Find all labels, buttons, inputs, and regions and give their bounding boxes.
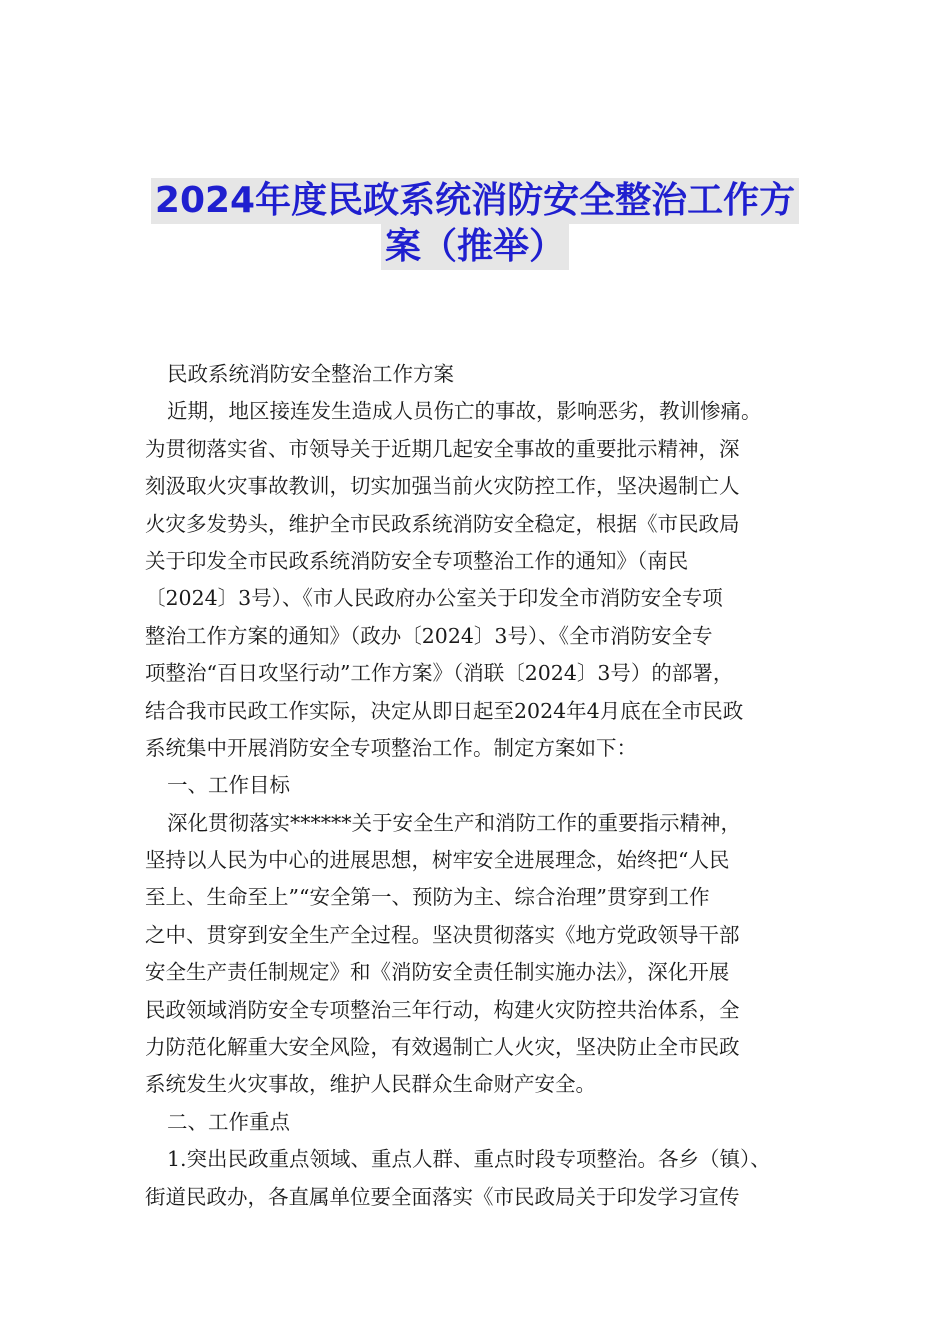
paragraph-line: 为贯彻落实省、市领导关于近期几起安全事故的重要批示精神，深 bbox=[145, 436, 740, 461]
document-body bbox=[145, 356, 805, 1216]
paragraph-line: 火灾多发势头，维护全市民政系统消防安全稳定，根据《市民政局 bbox=[145, 511, 740, 536]
paragraph-line: 1.突出民政重点领域、重点人群、重点时段专项整治。各乡（镇）、 bbox=[167, 1147, 771, 1172]
title-line-2: 案（推举） bbox=[381, 224, 569, 270]
section-heading: 二、工作重点 bbox=[167, 1109, 290, 1134]
paragraph-line: 至上、生命至上”“安全第一、预防为主、综合治理”贯穿到工作 bbox=[145, 885, 710, 910]
paragraph-line: 安全生产责任制规定》和《消防安全责任制实施办法》，深化开展 bbox=[145, 960, 730, 985]
paragraph-line: 民政领域消防安全专项整治三年行动，构建火灾防控共治体系，全 bbox=[145, 997, 740, 1022]
subtitle-line: 民政系统消防安全整治工作方案 bbox=[167, 362, 454, 386]
document-title bbox=[0, 178, 950, 270]
paragraph-line: 关于印发全市民政系统消防安全专项整治工作的通知》（南民 bbox=[145, 548, 689, 573]
paragraph-line: 刻汲取火灾事故教训，切实加强当前火灾防控工作，坚决遏制亡人 bbox=[145, 474, 740, 499]
paragraph-line: 力防范化解重大安全风险，有效遏制亡人火灾，坚决防止全市民政 bbox=[145, 1035, 740, 1060]
paragraph-line: 项整治“百日攻坚行动”工作方案》（消联〔2024〕3号）的部署， bbox=[145, 661, 734, 686]
paragraph-line: 街道民政办，各直属单位要全面落实《市民政局关于印发学习宣传 bbox=[145, 1184, 740, 1209]
paragraph-line: 系统集中开展消防安全专项整治工作。制定方案如下： bbox=[145, 735, 637, 760]
paragraph-line: 近期，地区接连发生造成人员伤亡的事故，影响恶劣，教训惨痛。 bbox=[167, 399, 762, 424]
paragraph-line: 坚持以人民为中心的进展思想，树牢安全进展理念，始终把“人民 bbox=[145, 848, 730, 873]
paragraph-line: 〔2024〕3号）、《市人民政府办公室关于印发全市消防安全专项 bbox=[145, 586, 723, 611]
title-line-1: 2024年度民政系统消防安全整治工作方 bbox=[151, 178, 799, 224]
paragraph-line: 结合我市民政工作实际，决定从即日起至2024年4月底在全市民政 bbox=[145, 698, 744, 723]
paragraph-line: 之中、贯穿到安全生产全过程。坚决贯彻落实《地方党政领导干部 bbox=[145, 922, 740, 947]
section-heading: 一、工作目标 bbox=[167, 773, 290, 798]
paragraph-line: 系统发生火灾事故，维护人民群众生命财产安全。 bbox=[145, 1072, 596, 1097]
paragraph-line: 整治工作方案的通知》（政办〔2024〕3号）、《全市消防安全专 bbox=[145, 623, 713, 648]
paragraph-line: 深化贯彻落实******关于安全生产和消防工作的重要指示精神， bbox=[167, 810, 741, 835]
